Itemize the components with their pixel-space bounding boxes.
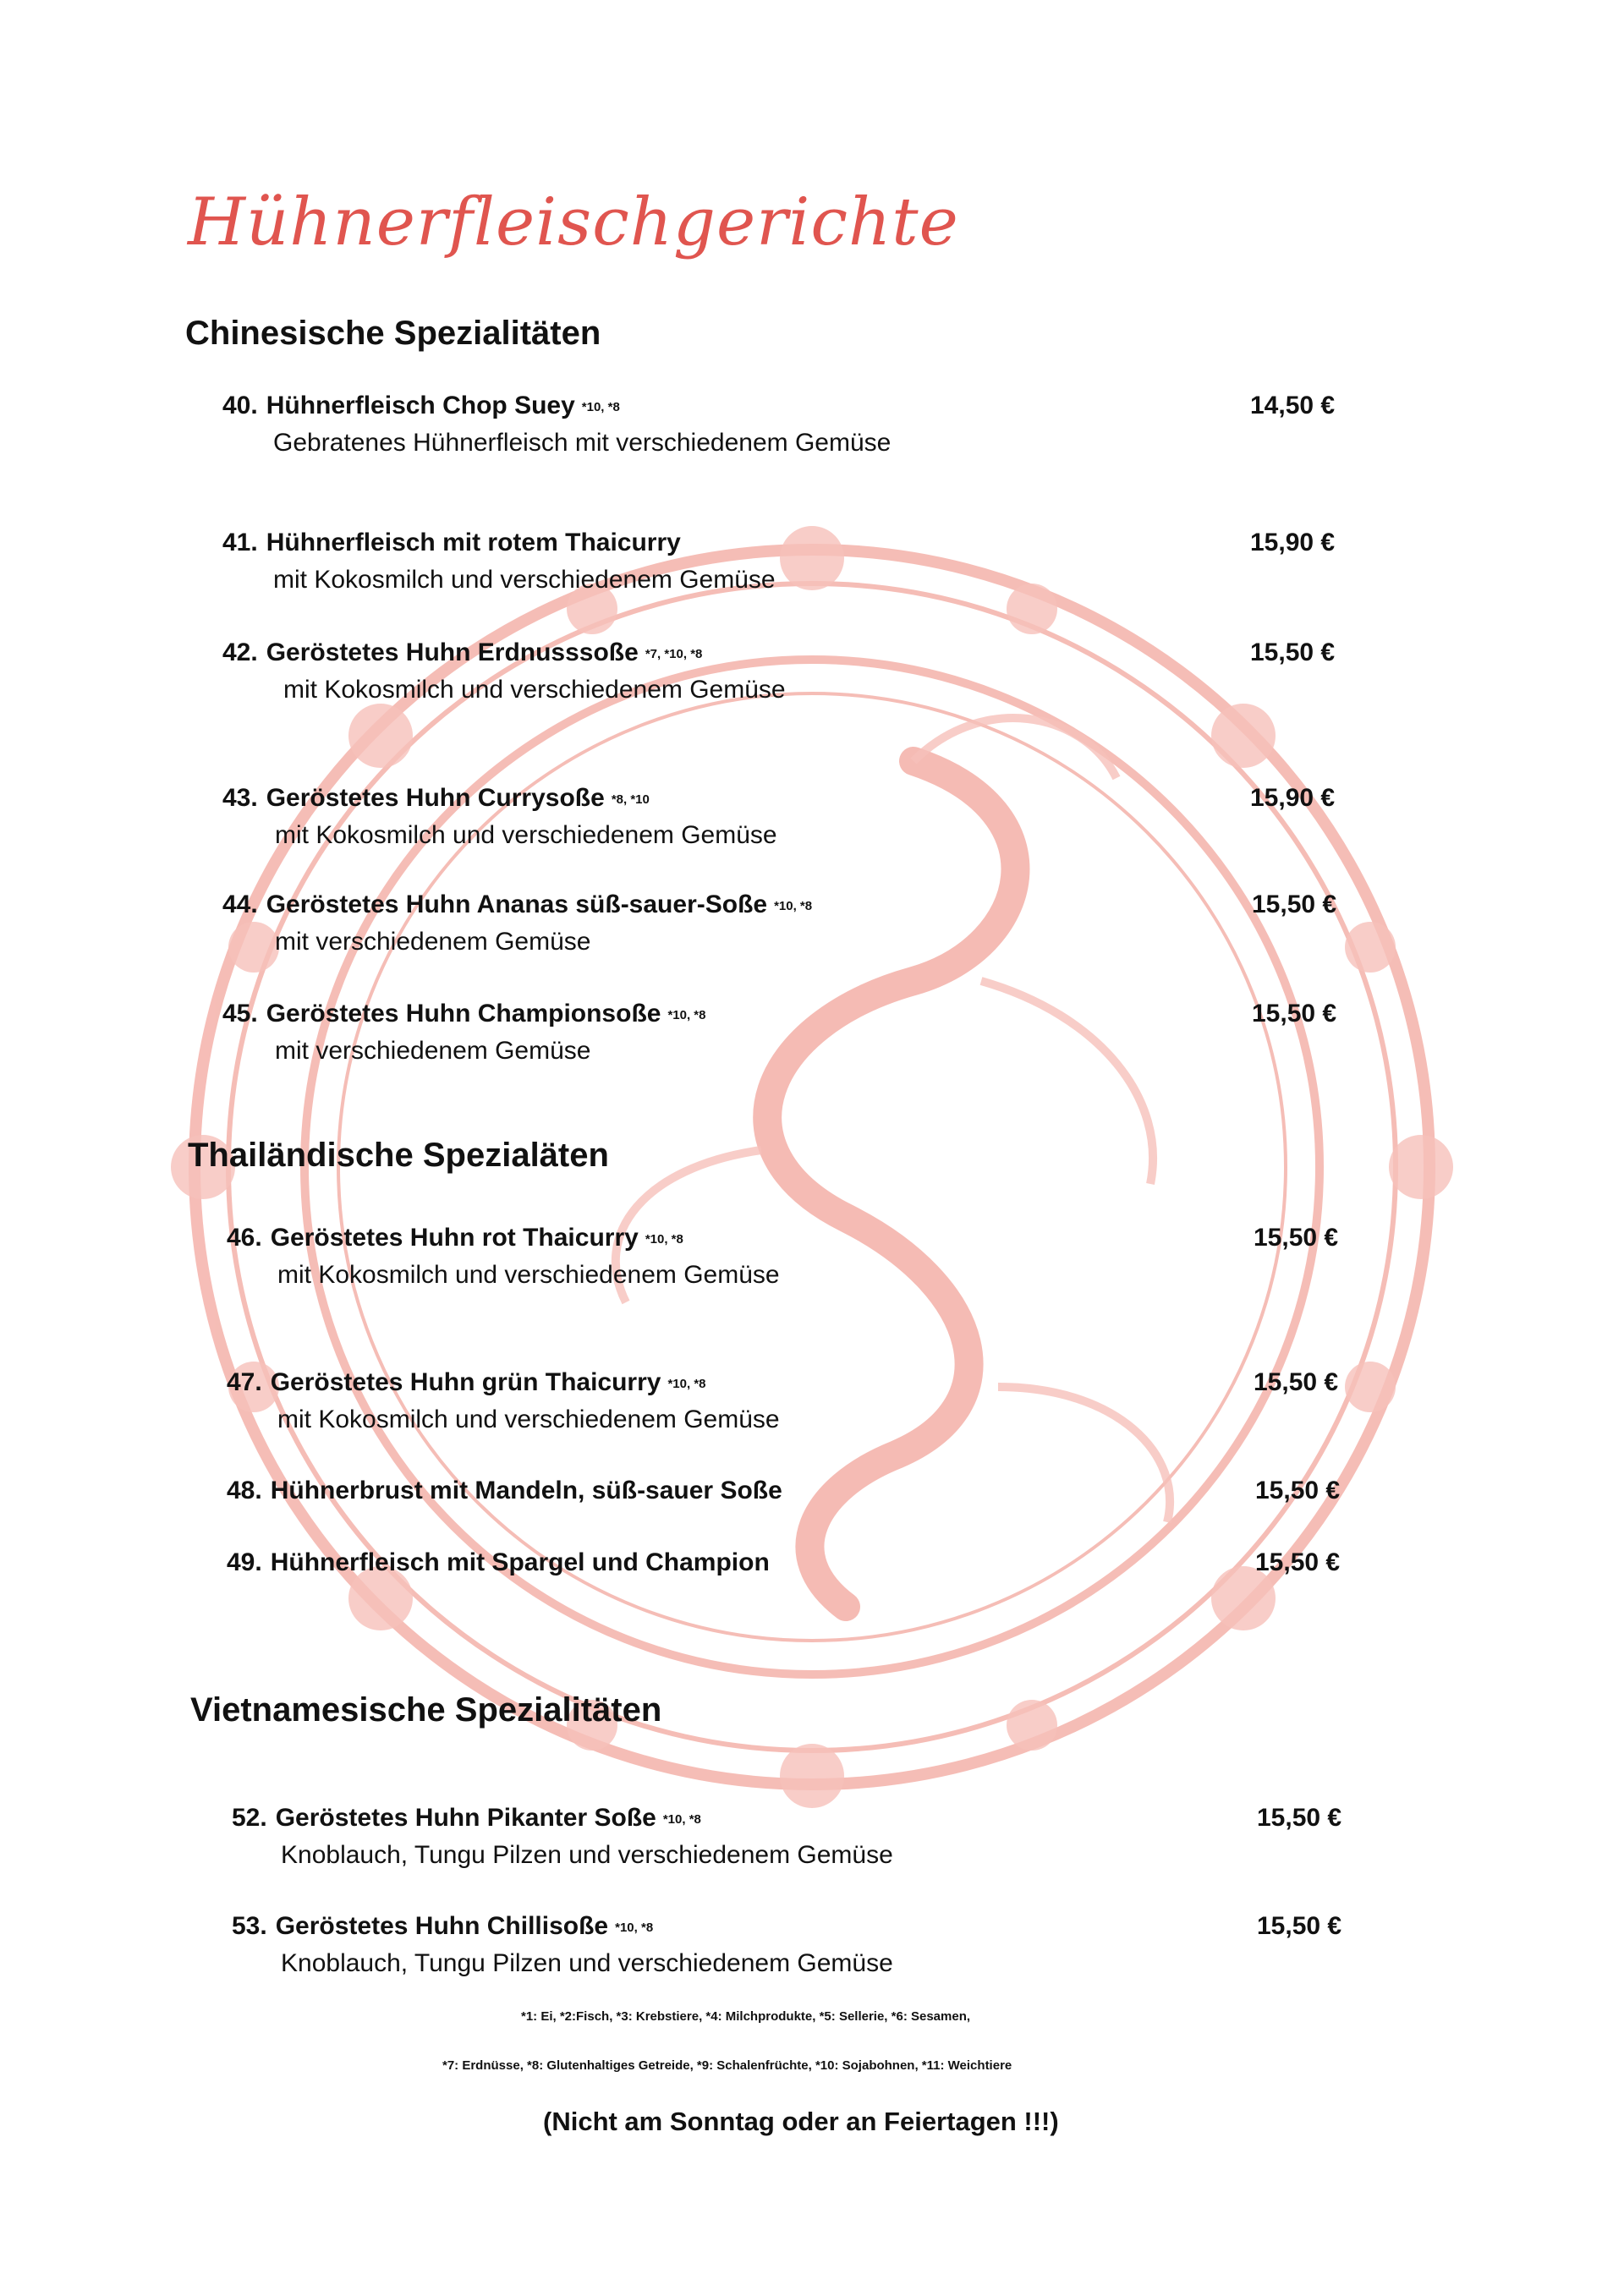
item-number: 41. bbox=[222, 529, 258, 556]
availability-notice: (Nicht am Sonntag oder an Feiertagen !!!) bbox=[543, 2107, 1059, 2136]
item-price: 15,50 € bbox=[1252, 890, 1337, 918]
menu-item bbox=[227, 1548, 770, 1577]
item-description: Knoblauch, Tungu Pilzen und verschiedenem Gemüse bbox=[281, 1841, 893, 1869]
item-number: 42. bbox=[222, 638, 258, 666]
item-number: 48. bbox=[227, 1477, 262, 1504]
item-number: 47. bbox=[227, 1368, 262, 1396]
menu-item bbox=[222, 392, 891, 458]
item-price: 15,50 € bbox=[1257, 1804, 1342, 1832]
item-price: 15,50 € bbox=[1254, 1224, 1339, 1252]
item-name: Hühnerfleisch Chop Suey bbox=[266, 392, 575, 419]
item-name: Geröstetes Huhn Chillisoße bbox=[275, 1912, 609, 1940]
item-price: 15,50 € bbox=[1255, 1548, 1341, 1576]
item-price: 15,50 € bbox=[1252, 1000, 1337, 1027]
item-name: Geröstetes Huhn Erdnusssoße bbox=[266, 638, 639, 666]
item-price: 15,90 € bbox=[1250, 529, 1336, 556]
item-name: Geröstetes Huhn Pikanter Soße bbox=[275, 1804, 656, 1832]
item-name: Geröstetes Huhn grün Thaicurry bbox=[270, 1368, 661, 1396]
item-number: 44. bbox=[222, 890, 258, 918]
allergen-legend-line-1: *1: Ei, *2:Fisch, *3: Krebstiere, *4: Milchprodukte, *5: Sellerie, *6: Sesamen, bbox=[521, 2009, 971, 2024]
item-name: Hühnerfleisch mit rotem Thaicurry bbox=[266, 529, 681, 556]
item-name: Geröstetes Huhn rot Thaicurry bbox=[270, 1224, 639, 1252]
item-description: Knoblauch, Tungu Pilzen und verschiedenem Gemüse bbox=[281, 1949, 893, 1977]
item-allergens: *10, *8 bbox=[667, 1007, 706, 1022]
item-description: mit Kokosmilch und verschiedenem Gemüse bbox=[277, 1406, 780, 1433]
item-allergens: *10, *8 bbox=[774, 898, 813, 913]
section-title-vietnamese: Vietnamesische Spezialitäten bbox=[190, 1691, 662, 1729]
item-allergens: *10, *8 bbox=[645, 1231, 683, 1247]
item-name: Hühnerbrust mit Mandeln, süß-sauer Soße bbox=[270, 1477, 782, 1504]
item-number: 49. bbox=[227, 1548, 262, 1576]
item-number: 43. bbox=[222, 784, 258, 812]
item-name: Geröstetes Huhn Championsoße bbox=[266, 1000, 661, 1027]
item-number: 53. bbox=[232, 1912, 267, 1940]
menu-item bbox=[222, 1000, 706, 1066]
item-allergens: *10, *8 bbox=[667, 1376, 706, 1391]
item-description: mit Kokosmilch und verschiedenem Gemüse bbox=[273, 566, 776, 594]
item-allergens: *10, *8 bbox=[662, 1811, 701, 1827]
item-allergens: *10, *8 bbox=[615, 1920, 654, 1935]
allergen-legend-line-2: *7: Erdnüsse, *8: Glutenhaltiges Getreide, *9: Schalenfrüchte, *10: Sojabohnen, *11: Weichtiere bbox=[442, 2058, 1012, 2073]
item-allergens: *7, *10, *8 bbox=[645, 646, 703, 661]
item-number: 40. bbox=[222, 392, 258, 419]
menu-item bbox=[222, 890, 812, 956]
item-description: mit Kokosmilch und verschiedenem Gemüse bbox=[277, 1261, 780, 1289]
item-name: Geröstetes Huhn Ananas süß-sauer-Soße bbox=[266, 890, 768, 918]
item-price: 14,50 € bbox=[1250, 392, 1336, 419]
item-allergens: *8, *10 bbox=[611, 792, 650, 807]
page-title: Hühnerfleischgerichte bbox=[188, 184, 959, 260]
item-price: 15,90 € bbox=[1250, 784, 1336, 812]
menu-item bbox=[222, 784, 777, 850]
item-description: Gebratenes Hühnerfleisch mit verschiedenem Gemüse bbox=[273, 429, 892, 457]
item-number: 46. bbox=[227, 1224, 262, 1252]
item-description: mit Kokosmilch und verschiedenem Gemüse bbox=[275, 821, 777, 849]
section-title-thai: Thailändische Spezialäten bbox=[188, 1137, 609, 1174]
item-description: mit Kokosmilch und verschiedenem Gemüse bbox=[283, 676, 786, 704]
menu-item bbox=[232, 1912, 893, 1978]
item-description: mit verschiedenem Gemüse bbox=[275, 1037, 591, 1065]
item-price: 15,50 € bbox=[1257, 1912, 1342, 1940]
menu-item bbox=[227, 1368, 780, 1434]
menu-item bbox=[227, 1224, 780, 1290]
item-description: mit verschiedenem Gemüse bbox=[275, 928, 591, 956]
item-price: 15,50 € bbox=[1255, 1477, 1341, 1504]
menu-item bbox=[222, 638, 786, 704]
item-price: 15,50 € bbox=[1250, 638, 1336, 666]
item-number: 52. bbox=[232, 1804, 267, 1832]
item-name: Hühnerfleisch mit Spargel und Champion bbox=[270, 1548, 770, 1576]
item-price: 15,50 € bbox=[1254, 1368, 1339, 1396]
item-number: 45. bbox=[222, 1000, 258, 1027]
item-name: Geröstetes Huhn Currysoße bbox=[266, 784, 605, 812]
menu-item bbox=[232, 1804, 893, 1870]
item-allergens: *10, *8 bbox=[581, 399, 620, 414]
section-title-chinese: Chinesische Spezialitäten bbox=[185, 315, 601, 352]
menu-item bbox=[222, 529, 776, 595]
menu-item bbox=[227, 1477, 782, 1505]
